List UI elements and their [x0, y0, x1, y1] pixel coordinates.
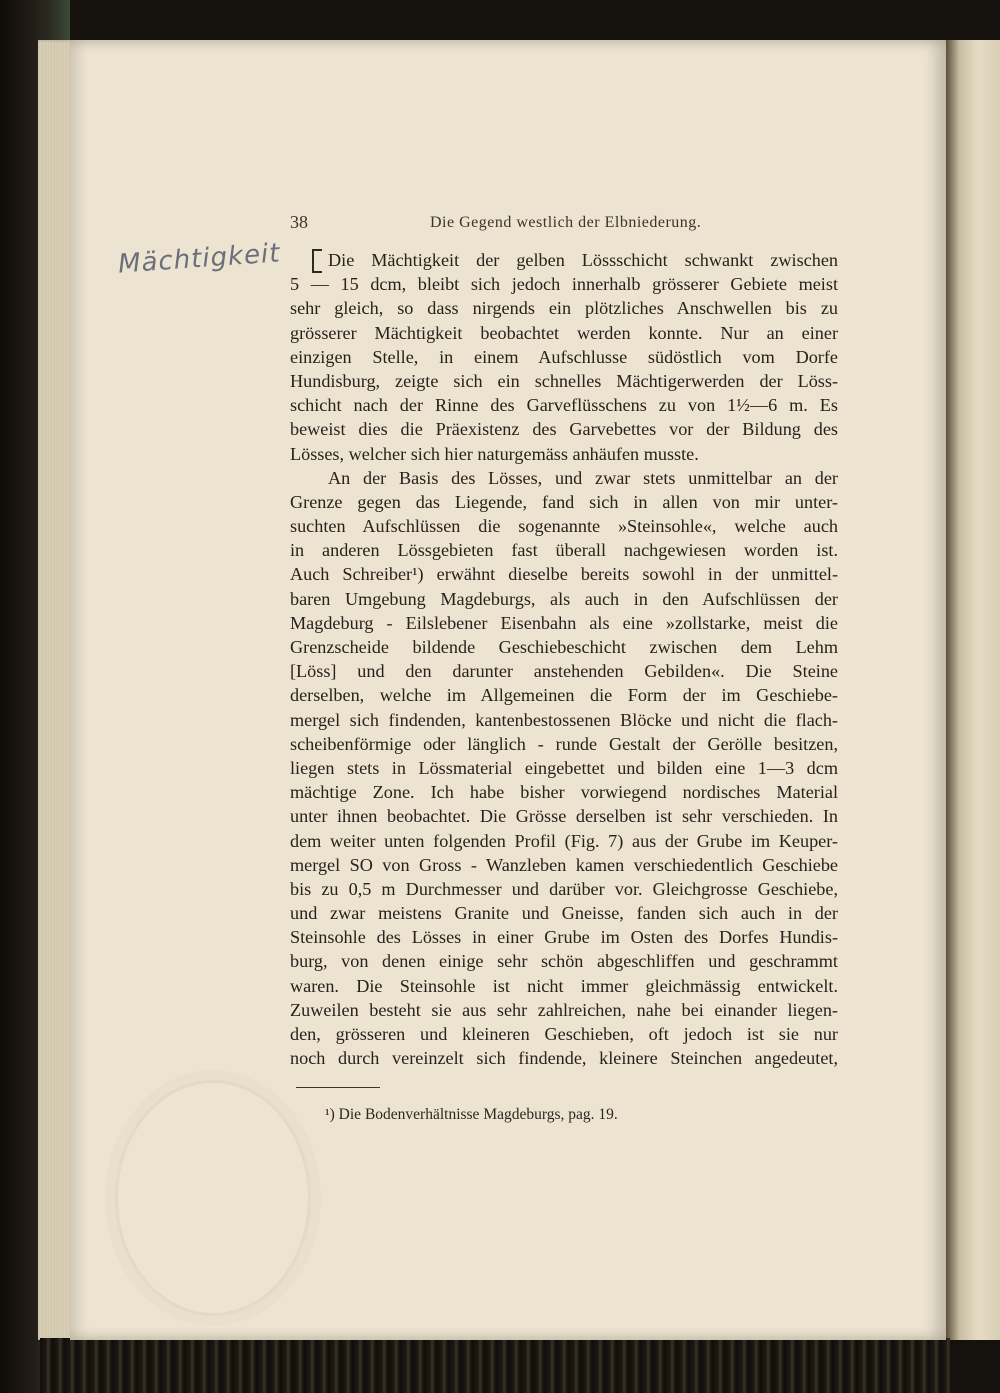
text-line: burg, von denen einige sehr schön abgeschliffen und geschrammt — [290, 951, 838, 972]
text-line: Grenzscheide bildende Geschiebeschicht zwischen dem Lehm — [290, 637, 838, 657]
text-line: den, grösseren und kleineren Geschieben, oft jedoch ist sie nur — [290, 1024, 838, 1044]
text-line: Lösses, welcher sich hier naturgemäss anhäufen musste. — [290, 443, 699, 464]
text-line: Zuweilen besteht sie aus sehr zahlreichen, nahe bei einander liegen- — [290, 999, 838, 1020]
text-line: dem weiter unten folgenden Profil (Fig. 7) aus der Grube im Keuper- — [290, 830, 838, 851]
text-line: Steinsohle des Lösses in einer Grube im Osten des Dorfes Hundis- — [290, 927, 838, 948]
text-line: baren Umgebung Magdeburgs, als auch in den Aufschlüssen der — [290, 588, 838, 609]
text-line: bis zu 0,5 m Durchmesser und darüber vor. Gleichgrosse Geschiebe, — [290, 878, 838, 899]
text-line: unter ihnen beobachtet. Die Grösse derselben ist sehr verschieden. In — [290, 806, 838, 827]
text-line: noch durch vereinzelt sich findende, kleinere Steinchen angedeutet, — [290, 1048, 838, 1069]
page-number: 38 — [290, 212, 308, 232]
text-line: waren. Die Steinsohle ist nicht immer gleichmässig entwickelt. — [290, 975, 838, 996]
text-line: Hundisburg, zeigte sich ein schnelles Mächtigerwerden der Löss- — [290, 370, 838, 391]
library-stamp-faded — [115, 1080, 311, 1316]
text-line: Magdeburg - Eilslebener Eisenbahn als eine »zollstarke, meist die — [290, 612, 838, 633]
text-line: mergel SO von Gross - Wanzleben kamen verschiedentlich Geschiebe — [290, 854, 838, 875]
text-line: Auch Schreiber¹) erwähnt dieselbe bereits sowohl in der unmittel- — [290, 564, 838, 585]
facing-page-edge — [946, 40, 1000, 1340]
text-line: mergel sich findenden, kantenbestossenen Blöcke und nicht die flach- — [290, 709, 838, 730]
book-bottom-edge — [40, 1338, 950, 1393]
text-line: An der Basis des Lösses, und zwar stets unmittelbar an der — [328, 467, 838, 488]
footnote: ¹) Die Bodenverhältnisse Magdeburgs, pag. 19. — [325, 1106, 618, 1123]
text-line: und zwar meistens Granite und Gneisse, fanden sich auch in der — [290, 903, 838, 924]
text-line: suchten Aufschlüssen die sogenannte »Steinsohle«, welche auch — [290, 516, 838, 537]
text-line: einzigen Stelle, in einem Aufschlusse südöstlich vom Dorfe — [290, 346, 838, 367]
text-line: sehr gleich, so dass nirgends ein plötzliches Anschwellen bis zu — [290, 298, 838, 319]
handwritten-bracket — [312, 249, 322, 273]
text-line: schicht nach der Rinne des Garveflüsschens zu von 1½—6 m. Es — [290, 395, 838, 416]
text-line: liegen stets in Lössmaterial eingebettet und bilden eine 1—3 dcm — [290, 757, 838, 778]
body-text — [290, 248, 838, 1070]
footnote-rule — [296, 1087, 380, 1088]
running-title: Die Gegend westlich der Elbniederung. — [430, 214, 702, 231]
handwritten-margin-note: Mächtigkeit — [117, 238, 282, 280]
text-line: [Löss] und den darunter anstehenden Gebilden«. Die Steine — [290, 661, 838, 682]
text-line: beweist dies die Präexistenz des Garvebettes vor der Bildung des — [290, 419, 838, 440]
text-line: Grenze gegen das Liegende, fand sich in allen von mir unter- — [290, 491, 838, 512]
text-line: grösserer Mächtigkeit beobachtet werden konnte. Nur an einer — [290, 322, 838, 343]
text-line: Die Mächtigkeit der gelben Lössschicht schwankt zwischen — [290, 248, 838, 272]
text-line: derselben, welche im Allgemeinen die Form der im Geschiebe- — [290, 685, 838, 706]
text-line: 5 — 15 dcm, bleibt sich jedoch innerhalb grösserer Gebiete meist — [290, 274, 838, 295]
text-line: mächtige Zone. Ich habe bisher vorwiegend nordisches Material — [290, 782, 838, 803]
text-line: in anderen Lössgebieten fast überall nachgewiesen worden ist. — [290, 540, 838, 561]
text-line: scheibenförmige oder länglich - runde Gestalt der Gerölle besitzen, — [290, 733, 838, 754]
